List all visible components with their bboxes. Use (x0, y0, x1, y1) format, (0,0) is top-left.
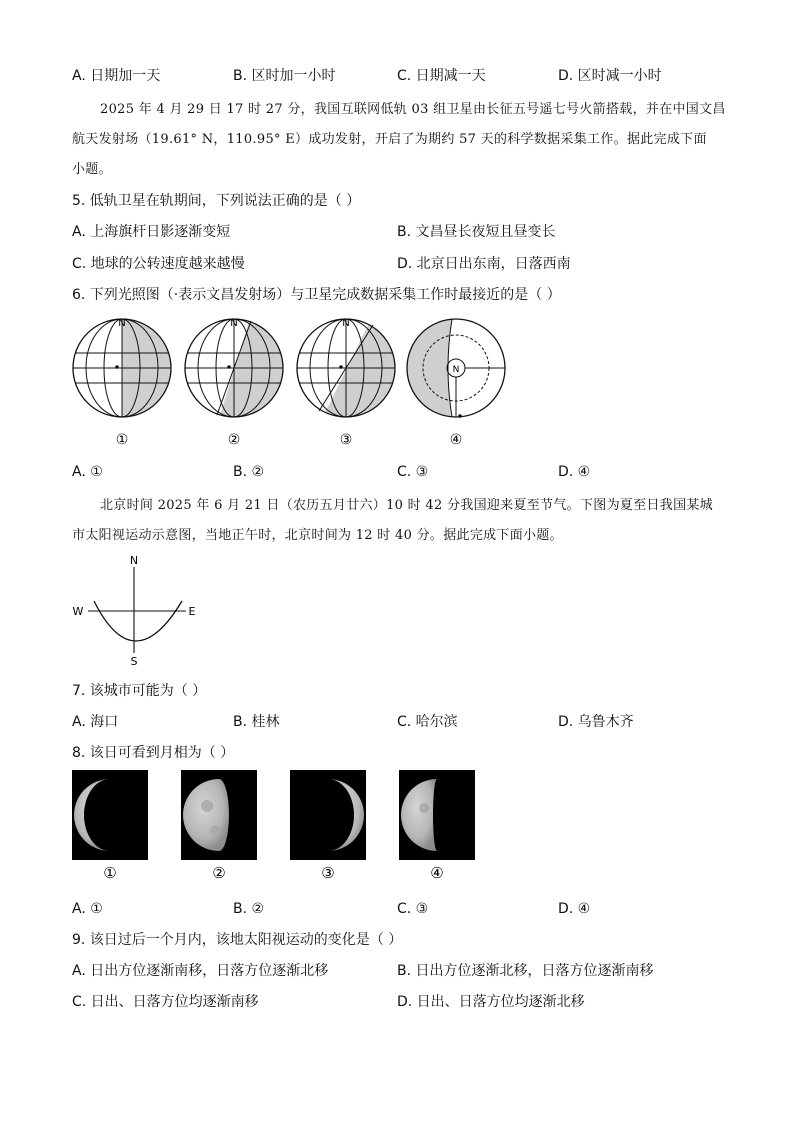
globe-3-grid (297, 319, 395, 417)
q5-stem: 5. 低轨卫星在轨期间，下列说法正确的是（ ） (72, 193, 361, 209)
globe-2-grid (185, 319, 283, 417)
q7-stem: 7. 该城市可能为（ ） (72, 683, 207, 699)
globe-4-north-label: N (452, 365, 460, 375)
q8-option-b: B. ② (233, 901, 265, 917)
moon-4-label: ④ (430, 864, 444, 882)
q7-option-c: C. 哈尔滨 (397, 714, 458, 730)
moon-3-label: ③ (321, 864, 335, 882)
globe-4-label: ④ (449, 432, 463, 448)
illumination-diagram-set (68, 315, 518, 450)
compass-west: W (72, 605, 84, 618)
q6-option-a: A. ① (72, 464, 103, 480)
globe-2-label: ② (227, 432, 241, 448)
moon-1 (72, 770, 148, 860)
globe-1-north-label: N (118, 318, 126, 329)
q8-option-d: D. ④ (558, 901, 591, 917)
q9-option-b: B. 日出方位逐渐北移，日落方位逐渐南移 (397, 963, 654, 979)
q8-option-c: C. ③ (397, 901, 429, 917)
moon-2-label: ② (212, 864, 226, 882)
q4-option-b: B. 区时加一小时 (233, 68, 336, 84)
q4-option-c: C. 日期减一天 (397, 68, 486, 84)
q7-option-b: B. 桂林 (233, 714, 280, 730)
passage2-line1: 北京时间 2025 年 6 月 21 日（农历五月廿六）10 时 42 分我国迎来夏至节气。下图为夏至日我国某城 (100, 498, 713, 513)
globe-1-grid (73, 319, 171, 417)
compass-north: N (129, 554, 139, 567)
q6-option-b: B. ② (233, 464, 265, 480)
q9-stem: 9. 该日过后一个月内，该地太阳视运动的变化是（ ） (72, 932, 403, 948)
globe-1-shading (122, 315, 182, 425)
moon-1-label: ① (103, 864, 117, 882)
passage1-line3: 小题。 (72, 162, 112, 177)
globe-3-north-label: N (342, 318, 350, 329)
q6-option-c: C. ③ (397, 464, 429, 480)
q7-option-d: D. 乌鲁木齐 (558, 714, 634, 730)
passage2-line2: 市太阳视运动示意图，当地正午时，北京时间为 12 时 40 分。据此完成下面小题。 (72, 528, 563, 543)
q5-option-a: A. 上海旗杆日影逐渐变短 (72, 224, 231, 240)
sun-path-curve (94, 601, 182, 641)
moon-4 (399, 770, 475, 860)
globe-4-site-dot (458, 414, 462, 418)
globe-1-label: ① (115, 432, 129, 448)
q5-option-d: D. 北京日出东南，日落西南 (397, 256, 571, 272)
q7-option-a: A. 海口 (72, 714, 119, 730)
moon-3 (290, 770, 366, 860)
q9-option-c: C. 日出、日落方位均逐渐南移 (72, 994, 259, 1010)
moon-phase-images (72, 770, 482, 885)
q8-option-a: A. ① (72, 901, 103, 917)
compass-east: E (188, 605, 196, 618)
q8-stem: 8. 该日可看到月相为（ ） (72, 745, 235, 761)
compass-south: S (130, 655, 138, 668)
q9-option-d: D. 日出、日落方位均逐渐北移 (397, 994, 585, 1010)
q6-stem: 6. 下列光照图（·表示文昌发射场）与卫星完成数据采集工作时最接近的是（ ） (72, 287, 561, 303)
globe-2-north-label: N (230, 318, 238, 329)
q9-option-a: A. 日出方位逐渐南移，日落方位逐渐北移 (72, 963, 329, 979)
q5-option-c: C. 地球的公转速度越来越慢 (72, 256, 245, 272)
q4-option-a: A. 日期加一天 (72, 68, 161, 84)
q4-option-d: D. 区时减一小时 (558, 68, 662, 84)
globe-3-site-dot (339, 365, 343, 369)
passage1-line2: 航天发射场（19.61° N，110.95° E）成功发射，开启了为期约 57 天的科学数据采集工作。据此完成下面 (72, 132, 707, 147)
globe-2-site-dot (227, 365, 231, 369)
q6-option-d: D. ④ (558, 464, 591, 480)
sun-path-diagram (68, 553, 208, 671)
moon-2 (181, 770, 257, 860)
globe-1-site-dot (115, 365, 119, 369)
q5-option-b: B. 文昌昼长夜短且昼变长 (397, 224, 556, 240)
passage1-line1: 2025 年 4 月 29 日 17 时 27 分，我国互联网低轨 03 组卫星由长征五号遥七号火箭搭载，并在中国文昌 (100, 102, 726, 117)
globe-3-label: ③ (339, 432, 353, 448)
